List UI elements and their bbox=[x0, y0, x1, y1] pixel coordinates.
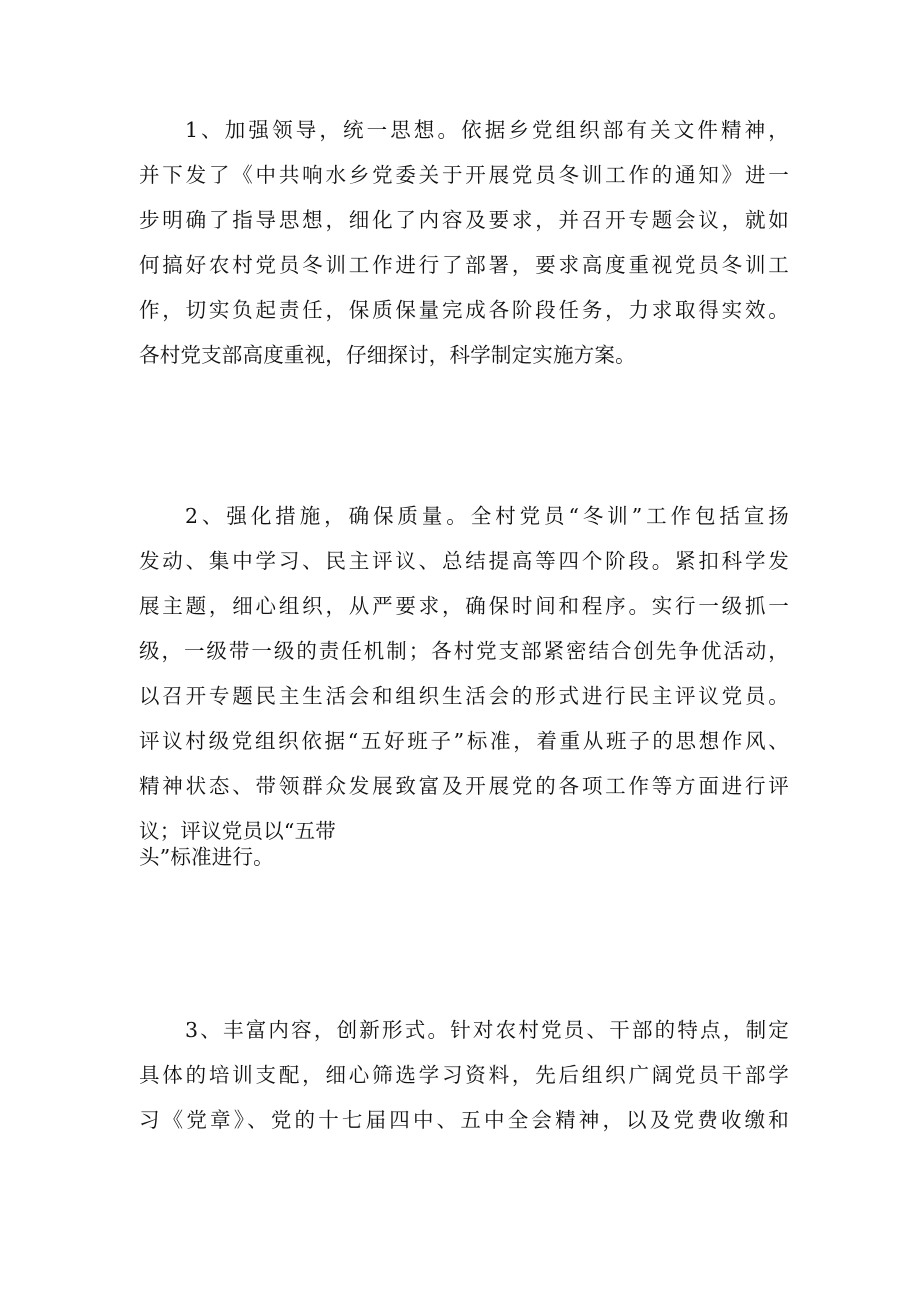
text-line: 展主题，细心组织，从严要求，确保时间和程序。实行一级抓一 bbox=[139, 594, 789, 618]
text-line: 头”标准进行。 bbox=[139, 845, 274, 869]
text-line: 3、丰富内容，创新形式。针对农村党员、干部的特点，制定 bbox=[185, 1018, 789, 1042]
text-line: 2、强化措施，确保质量。全村党员“冬训”工作包括宣扬 bbox=[185, 504, 789, 528]
paragraph-3 bbox=[139, 1008, 789, 1143]
text-line: 习《党章》、党的十七届四中、五中全会精神，以及党费收缴和 bbox=[139, 1108, 789, 1132]
text-line: 以召开专题民主生活会和组织生活会的形式进行民主评议党员。 bbox=[139, 684, 789, 708]
text-line: 议；评议党员以“五带 bbox=[139, 819, 336, 843]
text-line: 发动、集中学习、民主评议、总结提高等四个阶段。紧扣科学发 bbox=[139, 549, 789, 573]
text-line: 各村党支部高度重视，仔细探讨，科学制定实施方案。 bbox=[139, 343, 636, 367]
text-line: 作，切实负起责任，保质保量完成各阶段任务，力求取得实效。 bbox=[139, 298, 789, 322]
text-line: 精神状态、带领群众发展致富及开展党的各项工作等方面进行评 bbox=[139, 774, 789, 798]
text-line: 具体的培训支配，细心筛选学习资料，先后组织广阔党员干部学 bbox=[139, 1063, 789, 1087]
text-line: 级，一级带一级的责任机制；各村党支部紧密结合创先争优活动， bbox=[139, 639, 789, 663]
text-line: 1、加强领导，统一思想。依据乡党组织部有关文件精神， bbox=[185, 118, 789, 142]
text-line: 步明确了指导思想，细化了内容及要求，并召开专题会议，就如 bbox=[139, 208, 789, 232]
text-line: 并下发了《中共响水乡党委关于开展党员冬训工作的通知》进一 bbox=[139, 163, 789, 187]
paragraph-2 bbox=[139, 494, 789, 872]
text-line: 评议村级党组织依据“五好班子”标准，着重从班子的思想作风、 bbox=[139, 729, 789, 753]
text-line: 何搞好农村党员冬训工作进行了部署，要求高度重视党员冬训工 bbox=[139, 253, 789, 277]
paragraph-1 bbox=[139, 108, 789, 378]
